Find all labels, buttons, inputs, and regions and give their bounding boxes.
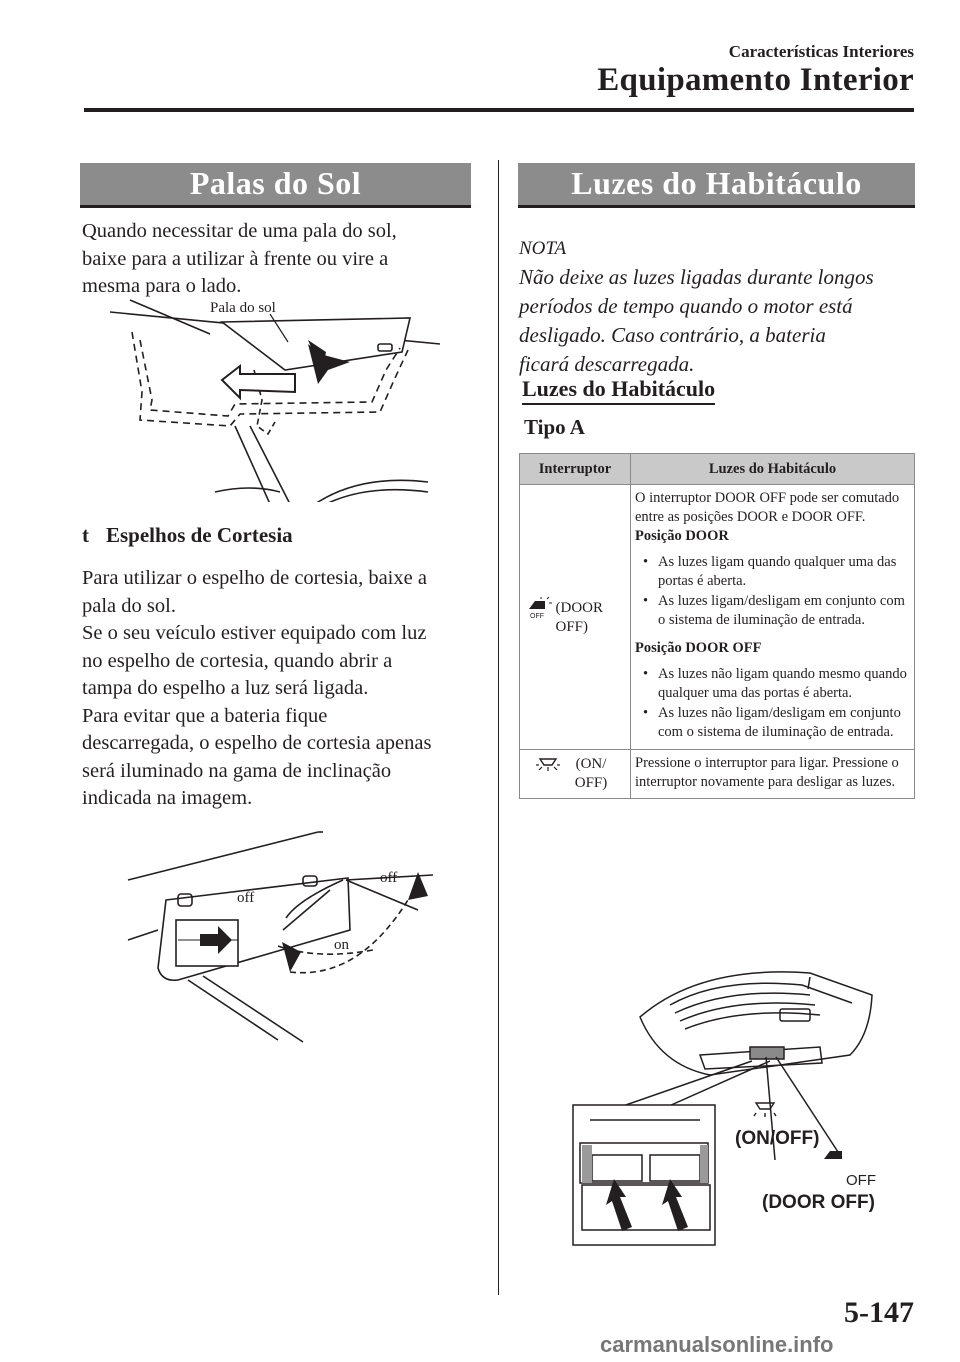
door-off-label: (DOOR OFF) (555, 600, 603, 635)
running-header-subtitle: Características Interiores (728, 42, 914, 61)
subheading-marker: t (82, 523, 89, 547)
vanity-mirror-subheading: t Espelhos de Cortesia (82, 523, 293, 547)
label-off-right: off (380, 870, 398, 886)
note-block: NOTA Não deixe as luzes ligadas durante longos períodos de tempo quando o motor está desligado. Caso contrário, a bateria ficará descarregada. (519, 234, 874, 379)
table-header-lights: Luzes do Habitáculo (631, 454, 915, 485)
label-off-left: off (237, 890, 255, 906)
vanity-mirror-body: Para utilizar o espelho de cortesia, baixe a pala do sol. Se o seu veículo estiver equipado com luz no espelho de cortesia, quando abrir a tampa do espelho a luz será ligada. Para evitar que a bateria fique descarregada, o espelho de cortesia apenas será iluminado na gama de inclinação indicada na imagem. (82, 567, 432, 809)
vanity-mirror-figure (118, 830, 448, 1045)
label-door-off: (DOOR OFF) (762, 1192, 875, 1213)
dome-light-icon (534, 755, 562, 771)
list-item: • As luzes não ligam quando mesmo quando qualquer uma das portas é aberta. (635, 665, 910, 703)
list-item: • As luzes não ligam/desligam em conjunto com o sistema de iluminação de entrada. (635, 704, 910, 742)
section-banner-interior-lights: Luzes do Habitáculo (518, 163, 915, 208)
sun-visor-label: Pala do sol (210, 300, 276, 316)
running-header-title: Equipamento Interior (597, 62, 914, 98)
column-divider (498, 160, 499, 1295)
on-off-label: (ON/ OFF) (574, 756, 608, 791)
label-on: on (334, 937, 349, 953)
sun-visor-figure (110, 292, 450, 502)
svg-text:OFF: OFF (529, 613, 544, 619)
table-header-switch: Interruptor (520, 454, 631, 485)
list-item: • As luzes ligam quando qualquer uma das portas é aberta. (635, 553, 910, 591)
header-rule (84, 108, 914, 112)
section-banner-sun-visors: Palas do Sol (80, 163, 471, 208)
type-heading: Tipo A (524, 415, 585, 439)
list-item: • As luzes ligam/desligam em conjunto com o sistema de iluminação de entrada. (635, 592, 910, 630)
interior-lights-table (519, 453, 915, 799)
label-off: OFF (846, 1172, 876, 1189)
section-heading-interior-lights: Luzes do Habitáculo (522, 376, 715, 405)
table-row: (ON/ OFF) Pressione o interruptor para ligar. Pressione o interruptor novamente para desligar as luzes. (520, 750, 915, 799)
table-row: OFF (DOOR OFF) O interruptor DOOR OFF pode ser comutado entre as posições DOOR e DOOR OFF. Posição DOOR • As luzes ligam quando qualquer uma das portas é aberta. • As luzes ligam/desligam em conjunto com o sistema de iluminação de entrada. Posição DOOR OFF • As luzes não ligam quando mesmo quando qualquer uma das portas é aberta. • As luzes não ligam/desligam em conjunto com o sistema de iluminação de entrada. (520, 485, 915, 750)
door-off-switch-icon (527, 597, 553, 619)
page-number: 5-147 (844, 1296, 914, 1329)
watermark: carmanualsonline.info (600, 1332, 834, 1357)
sun-visor-intro: Quando necessitar de uma pala do sol, baixe para a utilizar à frente ou vire a mesma para o lado. (82, 220, 397, 297)
note-title: NOTA (519, 238, 567, 259)
label-on-off: (ON/OFF) (735, 1128, 820, 1149)
